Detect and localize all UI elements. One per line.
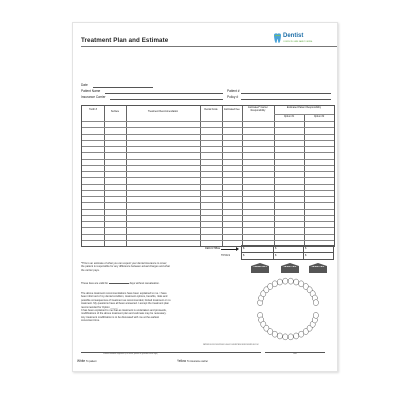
table-row[interactable] — [82, 171, 334, 172]
valid-days-field[interactable] — [109, 283, 129, 284]
table-row[interactable] — [82, 215, 334, 216]
consent-line: recommended for Option _____. — [81, 305, 119, 309]
policy-number-label: Policy # — [227, 95, 239, 99]
table-row[interactable] — [82, 165, 334, 166]
form-title: Treatment Plan and Estimate — [81, 37, 169, 44]
deductible-label: DEDUCTIBLE — [205, 247, 221, 250]
patient-number-line[interactable] — [241, 93, 331, 94]
patient-pays-label-1: PATIENT PAYS — [283, 266, 297, 268]
policy-number-line[interactable] — [241, 99, 331, 100]
table-row[interactable] — [82, 221, 334, 222]
tooth-icon[interactable] — [294, 279, 299, 285]
table-row[interactable] — [82, 152, 334, 153]
table-row[interactable] — [82, 177, 334, 178]
table-row[interactable] — [82, 134, 334, 135]
table-row[interactable] — [82, 146, 334, 147]
table-row[interactable] — [82, 159, 334, 160]
fee-validity — [81, 282, 231, 285]
totals-option1-box[interactable]: $ — [273, 252, 304, 260]
consent-line: It has been explained to me that as treatment is undertaken and proceeds, — [81, 309, 167, 313]
deductible-arrow — [221, 249, 237, 250]
deductible-option2-box[interactable]: $ — [303, 245, 334, 253]
disclaimer-line: the patient is responsible for any difference between actual charges and what — [81, 265, 170, 269]
table-row[interactable] — [82, 202, 334, 203]
tooth-icon[interactable] — [313, 312, 318, 318]
tooth-icon[interactable] — [272, 331, 277, 337]
tooth-icon[interactable] — [272, 281, 277, 287]
lower-arch — [258, 312, 319, 340]
header-patient-responsibility: Estimated Patient Responsibility — [286, 106, 322, 109]
header-tooth: Tooth # — [89, 108, 97, 111]
deductible-carrier-box[interactable]: $ — [241, 245, 274, 253]
consent-line: Any treatment modification is to be discussed with me at the earliest — [81, 315, 159, 319]
copy-yellow-label: Yellow — [177, 359, 187, 363]
consent-line: been informed of my dental condition, treatment options, benefits, risks and — [81, 295, 168, 299]
treatment-table — [81, 105, 335, 247]
patient-name-line[interactable] — [105, 93, 223, 94]
table-row[interactable] — [82, 209, 334, 210]
tooth-icon[interactable] — [313, 300, 318, 306]
copy-white — [77, 359, 96, 363]
arrow-head-icon — [236, 247, 239, 251]
print-info: PATTERSON OFFICE SUPPLIES 1-800-637-1140 PATTERSONOFFICESUPPLIES.COM — [203, 345, 259, 346]
tooth-icon[interactable] — [294, 333, 299, 339]
header-carrier-responsibility: Estimated* Carrier Responsibility — [248, 106, 268, 112]
valid-days-text: days without reevaluation. — [129, 282, 160, 285]
consent-line: possible consequences of treatment as recommended, limited treatment or no — [81, 298, 171, 302]
tooth-icon[interactable] — [283, 278, 288, 284]
upper-arch — [258, 278, 319, 306]
logo-brand: Dentist — [283, 33, 304, 39]
header-option-1: Option #1 — [283, 115, 295, 118]
logo-tagline: COMPLETE CARE FAMILY DENTAL — [283, 41, 313, 43]
tooth-icon[interactable] — [283, 334, 288, 340]
dentist-logo — [273, 33, 317, 47]
table-row[interactable] — [82, 140, 334, 141]
patient-pays-tab-1 — [281, 266, 299, 273]
copy-yellow — [177, 359, 208, 363]
consent-statement — [81, 292, 241, 323]
disclaimer-line: the carrier pays. — [81, 268, 100, 272]
consent-line: treatment. My questions have all been answered. I accept the treatment plan — [81, 302, 169, 306]
date-label: Date — [81, 83, 88, 87]
header-option-2: Option #2 — [313, 115, 325, 118]
table-row[interactable] — [82, 184, 334, 185]
patient-number-label: Patient # — [227, 89, 240, 93]
table-row[interactable] — [82, 227, 334, 228]
signature-label: Patient/Guardian Signature (if a minor, parent or guardian must sign) — [103, 353, 158, 355]
tooth-icon[interactable] — [288, 334, 293, 340]
insurance-carrier-label: Insurance Carrier — [81, 95, 106, 99]
table-row[interactable] — [82, 127, 334, 128]
consent-line: The above treatment recommendations have been explained to me. I have — [81, 292, 167, 295]
consent-line: convenient time. — [81, 319, 100, 323]
table-row[interactable] — [82, 234, 334, 235]
table-row[interactable] — [82, 240, 334, 241]
header-treatment: Treatment Recommendation — [147, 110, 179, 113]
table-row[interactable] — [82, 190, 334, 191]
insurance-disclaimer — [81, 262, 231, 272]
patient-pays-tab-2 — [309, 266, 327, 273]
header-estimated-fee: Estimated Fee — [224, 108, 240, 111]
carrier-pays-label: CARRIER PAYS — [253, 266, 267, 268]
tooth-icon[interactable] — [288, 278, 293, 284]
valid-for-text: These fees are valid for — [81, 282, 109, 285]
signature-date-label: Date — [293, 353, 297, 355]
tooth-icon[interactable] — [277, 333, 282, 339]
tooth-icon[interactable] — [277, 279, 282, 285]
totals-label: TOTALS — [221, 254, 231, 257]
totals-option2-box[interactable]: $ — [303, 252, 334, 260]
header-surface: Surface — [110, 110, 120, 113]
tooth-logo-icon — [273, 33, 282, 44]
totals-carrier-box[interactable]: $ — [241, 252, 274, 260]
consent-line: modifications of the above treatment plan and estimate may be necessary. — [81, 312, 167, 316]
copy-white-label: White — [77, 359, 86, 363]
header-dental-code: Dental Code — [204, 108, 218, 111]
copy-white-dest: To patient — [86, 360, 97, 363]
treatment-plan-form — [72, 22, 338, 372]
patient-name-label: Patient Name — [81, 89, 101, 93]
deductible-option1-box[interactable]: $ — [273, 245, 304, 253]
patient-pays-label-2: PATIENT PAYS — [311, 266, 325, 268]
insurance-carrier-line[interactable] — [110, 99, 223, 100]
tooth-chart-diagram[interactable] — [245, 275, 331, 343]
disclaimer-line: *This is an estimate of what you can expect your dental insurance to cover; — [81, 262, 168, 265]
date-line[interactable] — [93, 87, 153, 88]
carrier-pays-tab — [251, 266, 269, 273]
copy-yellow-dest: To insurance carrier — [187, 360, 208, 363]
table-row[interactable] — [82, 196, 334, 197]
